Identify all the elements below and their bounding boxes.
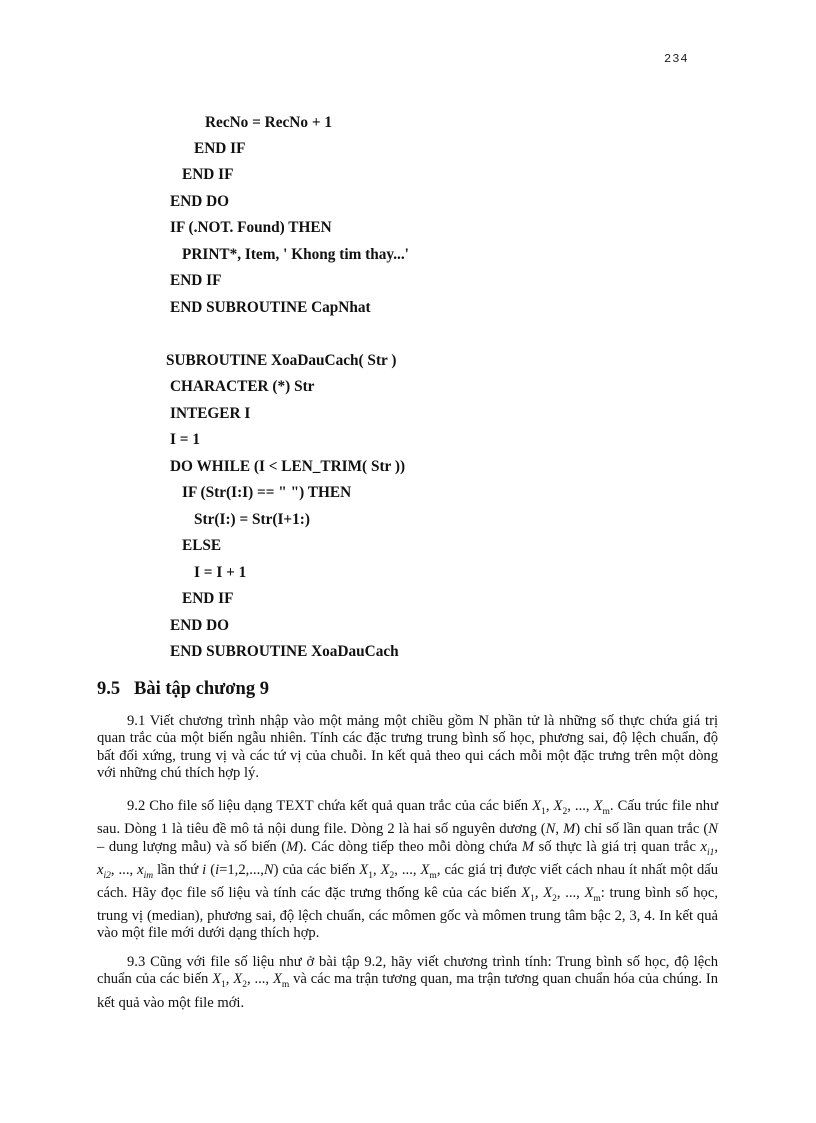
- code-line: END IF: [170, 272, 222, 289]
- code-line: END DO: [170, 617, 230, 634]
- code-line: IF (Str(I:I) == " ") THEN: [182, 484, 352, 501]
- code-line: END SUBROUTINE XoaDauCach: [170, 643, 399, 660]
- code-line: I = 1: [170, 431, 200, 448]
- exercise-9-2: 9.2 Cho file số liệu dạng TEXT chứa kết quả quan trắc của các biến $X_1$, $X_2$, ..., $X_m$. Cấu trúc file như sau. Dòng 1 là tiêu đề mô tả nội dung file. Dòng 2 là hai số nguyên dương (N, M) chỉ số lần quan trắc (N – dung lượng mẫu) và số biến (M). Các dòng tiếp theo mỗi dòng chứa M số thực là giá trị quan trắc $x_{i1}$, $x_{i2}$, ..., $x_{im}$ lần thứ i (i=1,2,...,N) của các biến $X_1$, $X_2$, ..., $X_m$, các giá trị được viết cách nhau ít nhất một dấu cách. Hãy đọc file số liệu và tính các đặc trưng thống kê của các biến $X_1$, $X_2$, ..., $X_m$: trung bình số học, trung vị (median), phương sai, độ lệch chuẩn, các mômen gốc và mômen trung tâm bậc 2, 3, 4. In kết quả vào một file mới dưới dạng thích hợp.: [97, 798, 719, 942]
- code-line: END IF: [182, 590, 234, 607]
- page-number: 234: [664, 52, 689, 66]
- code-line: END DO: [170, 193, 230, 210]
- code-line: Str(I:) = Str(I+1:): [194, 511, 310, 528]
- section-heading: 9.5 Bài tập chương 9: [97, 679, 269, 699]
- code-line: ELSE: [182, 537, 222, 554]
- code-line: DO WHILE (I < LEN_TRIM( Str )): [170, 458, 406, 475]
- exercise-9-1: 9.1 Viết chương trình nhập vào một mảng một chiều gồm N phần tử là những số thực chứa giá trị quan trắc của một biến ngẫu nhiên. Tính các đặc trưng trung bình số học, phương sai, độ lệch chuẩn, độ bất đối xứng, trung vị và các tứ vị của chuỗi. In kết quả theo qui cách mỗi một đặc trưng trên một dòng với những chú thích hợp lý.: [97, 713, 718, 781]
- code-line: CHARACTER (*) Str: [170, 378, 315, 395]
- code-line: IF (.NOT. Found) THEN: [170, 219, 332, 236]
- exercise-9-3: 9.3 Cũng với file số liệu như ở bài tập 9.2, hãy viết chương trình tính: Trung bình số học, độ lệch chuẩn của các biến $X_1$, $X_2$, ..., $X_m$ và các ma trận tương quan, ma trận tương quan chuẩn hóa của chúng. In kết quả vào một file mới.: [97, 954, 718, 1011]
- code-line: END IF: [182, 166, 234, 183]
- code-line: INTEGER I: [170, 405, 251, 422]
- code-line: END IF: [194, 140, 246, 157]
- code-line: RecNo = RecNo + 1: [205, 114, 333, 131]
- code-line: I = I + 1: [194, 564, 247, 581]
- code-line: END SUBROUTINE CapNhat: [170, 299, 371, 316]
- code-line: SUBROUTINE XoaDauCach( Str ): [166, 352, 397, 369]
- code-line: PRINT*, Item, ' Khong tim thay...': [182, 246, 409, 263]
